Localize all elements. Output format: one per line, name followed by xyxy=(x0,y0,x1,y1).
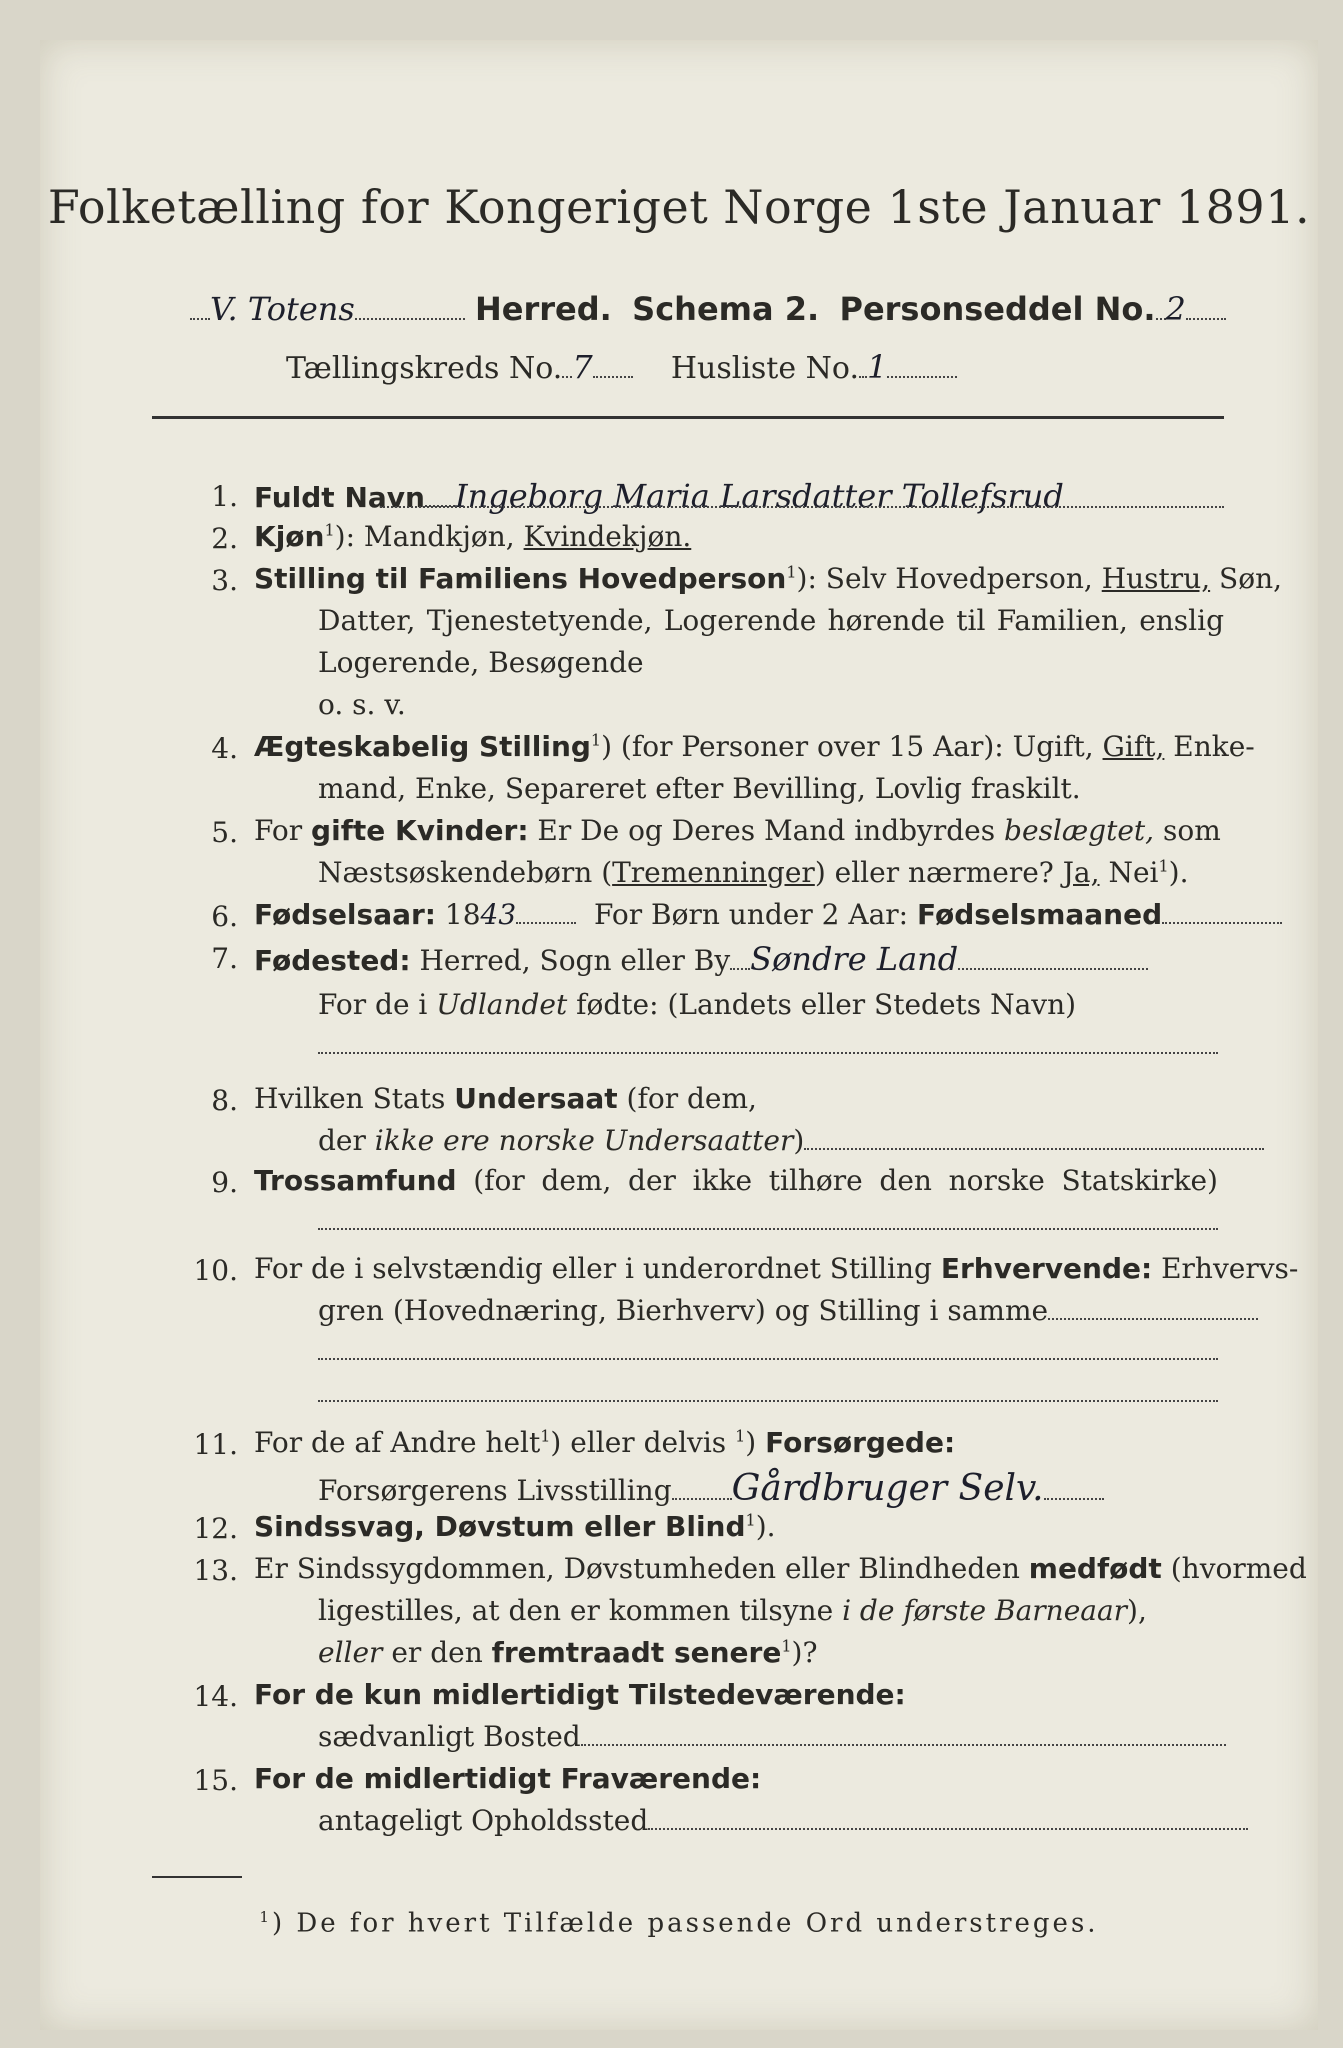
q15-label: For de midlertidigt Fraværende: xyxy=(254,1762,762,1795)
q5-number: 5. xyxy=(211,816,238,849)
q11-sup-1: 1 xyxy=(540,1426,551,1446)
q7-line2-italic: Udlandet xyxy=(436,988,568,1021)
q3-text-b: Søn, xyxy=(1219,562,1283,595)
q2-choice: Kvindekjøn. xyxy=(523,520,692,553)
q8-number: 8. xyxy=(211,1084,238,1117)
q4-number: 4. xyxy=(211,732,238,765)
herred-label: Herred. xyxy=(474,290,612,328)
q7-fill-line xyxy=(318,1052,1218,1054)
q4-text-b: Enke- xyxy=(1173,730,1255,763)
q7-value: Søndre Land xyxy=(750,940,959,978)
q5-row xyxy=(254,814,1221,847)
schema-label: Schema 2. xyxy=(632,290,820,328)
q8-row xyxy=(254,1082,757,1115)
q12-end: ). xyxy=(755,1510,776,1543)
q7-number: 7. xyxy=(211,942,238,975)
personseddel-value: 2 xyxy=(1165,290,1186,328)
q8-text-b: (for dem, xyxy=(626,1082,757,1115)
q5-line2-b: ) eller nærmere? xyxy=(814,856,1054,889)
q6-label: Fødselsaar: xyxy=(254,898,436,931)
q7-text: Herred, Sogn eller By xyxy=(419,944,731,977)
footnote-text: ) De for hvert Tilfælde passende Ord understreges. xyxy=(271,1908,1099,1939)
q2-number: 2. xyxy=(211,522,238,555)
q8-line2-a: der xyxy=(318,1124,366,1157)
q13-row xyxy=(254,1552,1307,1585)
q11-number: 11. xyxy=(193,1428,238,1461)
q4-row xyxy=(254,730,1255,763)
q11-sup-2: 1 xyxy=(735,1426,746,1446)
q13-sup: 1 xyxy=(781,1636,792,1656)
kreds-line xyxy=(286,348,957,386)
footnote-rule xyxy=(152,1876,242,1878)
q2-text: ): Mandkjøn, xyxy=(334,520,515,553)
q12-number: 12. xyxy=(193,1512,238,1545)
q10-label: Erhvervende: xyxy=(940,1252,1153,1285)
q9-fill-line xyxy=(318,1228,1218,1230)
q6-prefix: 18 xyxy=(444,898,481,931)
q7-line2-b: fødte: (Landets eller Stedets Navn) xyxy=(576,988,1077,1021)
q14-line2-text: sædvanligt Bosted xyxy=(318,1720,581,1753)
q12-label: Sindssvag, Døvstum eller Blind xyxy=(254,1510,746,1543)
q1-label: Fuldt Navn xyxy=(254,481,425,514)
q9-row xyxy=(254,1164,1218,1197)
header-rule xyxy=(152,416,1224,419)
q13-line3 xyxy=(318,1636,817,1669)
q9-label: Trossamfund xyxy=(254,1164,457,1197)
herred-value: V. Totens xyxy=(210,290,355,328)
q1-row xyxy=(254,477,1064,515)
q13-text: Er Sindssygdommen, Døvstumheden eller Blindheden xyxy=(254,1552,1020,1585)
q7-line2-a: For de i xyxy=(318,988,428,1021)
q2-sup: 1 xyxy=(324,520,335,540)
q2-label: Kjøn xyxy=(254,520,325,553)
q5-text-b: Er De og Deres Mand indbyrdes xyxy=(537,814,996,847)
q12-row xyxy=(254,1510,776,1543)
q5-line2-a: Næstsøskendebørn ( xyxy=(318,856,613,889)
q4-sup: 1 xyxy=(590,730,602,750)
q13-text-b: (hvormed xyxy=(1170,1552,1307,1585)
q13-line2-b: ), xyxy=(1127,1594,1147,1627)
q5-label: gifte Kvinder: xyxy=(311,814,529,847)
q10-text-b: Erhvervs- xyxy=(1161,1252,1299,1285)
q11-text-b: ) eller delvis xyxy=(550,1426,727,1459)
q13-label: medfødt xyxy=(1028,1552,1162,1585)
husliste-value: 1 xyxy=(866,348,888,386)
q9-text: (for dem, der ikke tilhøre den norske Statskirke) xyxy=(473,1164,1218,1197)
q1-number: 1. xyxy=(211,480,238,513)
q3-sup: 1 xyxy=(786,562,797,582)
q10-number: 10. xyxy=(193,1254,238,1287)
q8-line2-italic: ikke ere norske Undersaatter xyxy=(374,1124,794,1157)
kreds-label: Tællingskreds No. xyxy=(286,351,563,386)
q14-line2 xyxy=(318,1720,1226,1753)
footnote xyxy=(40,1908,1318,1939)
q13-line2-italic: i de første Barneaar xyxy=(842,1594,1128,1627)
q5-italic: beslægtet, xyxy=(1004,814,1155,847)
q3-line4: o. s. v. xyxy=(318,688,406,721)
q11-line2 xyxy=(318,1468,1104,1509)
herred-line xyxy=(190,290,1226,328)
q10-fill-line-2 xyxy=(318,1400,1218,1402)
kreds-value: 7 xyxy=(572,348,593,386)
q6-number: 6. xyxy=(211,900,238,933)
q11-label: Forsørgede: xyxy=(765,1426,956,1459)
q11-text: For de af Andre helt xyxy=(254,1426,541,1459)
q12-sup: 1 xyxy=(745,1510,756,1530)
q3-line2: Datter, Tjenestetyende, Logerende hørende til Familien, enslig xyxy=(318,604,1224,637)
q10-fill-line-1 xyxy=(318,1358,1218,1360)
q13-line3-label: fremtraadt senere xyxy=(491,1636,782,1669)
q8-label: Undersaat xyxy=(454,1082,618,1115)
q5-line2-c: Nei xyxy=(1108,856,1159,889)
q4-text-a: ) (for Personer over 15 Aar): Ugift, xyxy=(601,730,1094,763)
q6-row xyxy=(254,898,1282,931)
q13-line3-a: er den xyxy=(391,1636,483,1669)
q11-line2-text: Forsørgerens Livsstilling xyxy=(318,1474,672,1507)
husliste-label: Husliste No. xyxy=(670,351,859,386)
q14-label: For de kun midlertidigt Tilstedeværende: xyxy=(254,1678,906,1711)
q6-label2: Fødselsmaaned xyxy=(917,898,1163,931)
q3-number: 3. xyxy=(211,564,238,597)
personseddel-label: Personseddel No. xyxy=(839,290,1156,328)
q4-choice: Gift, xyxy=(1102,730,1165,763)
q5-line2-d: ). xyxy=(1168,856,1189,889)
q3-text-a: ): Selv Hovedperson, xyxy=(796,562,1093,595)
q8-text-a: Hvilken Stats xyxy=(254,1082,446,1115)
q4-line2: mand, Enke, Separeret efter Bevilling, Lovlig fraskilt. xyxy=(318,772,1081,805)
q3-row xyxy=(254,562,1283,595)
q13-line3-b: )? xyxy=(791,1636,818,1669)
q7-line2 xyxy=(318,988,1076,1021)
q1-value: Ingeborg Maria Larsdatter Tollefsrud xyxy=(454,477,1064,515)
q3-line3: Logerende, Besøgende xyxy=(318,646,644,679)
q15-line2 xyxy=(318,1804,1248,1837)
q11-row xyxy=(254,1426,955,1459)
q5-answer: Ja, xyxy=(1062,856,1100,889)
q1-fill-line xyxy=(380,506,1224,508)
q5-text-c: som xyxy=(1162,814,1221,847)
q10-row xyxy=(254,1252,1299,1285)
q3-label: Stilling til Familiens Hovedperson xyxy=(254,562,787,595)
q10-text: For de i selvstændig eller i underordnet Stilling xyxy=(254,1252,932,1285)
q3-choice: Hustru, xyxy=(1101,562,1211,595)
q15-number: 15. xyxy=(193,1764,238,1797)
q4-label: Ægteskabelig Stilling xyxy=(254,730,591,763)
q5-text-a: For xyxy=(254,814,303,847)
q7-row xyxy=(254,940,1148,978)
q8-line2: der ikke ere norske Undersaatter) xyxy=(318,1124,1264,1157)
q13-number: 13. xyxy=(193,1554,238,1587)
q6-value: 43 xyxy=(480,898,517,931)
q13-line3-italic: eller xyxy=(318,1636,383,1669)
q14-number: 14. xyxy=(193,1680,238,1713)
q13-line2 xyxy=(318,1594,1147,1627)
q10-line2-text: gren (Hovednæring, Bierhverv) og Stilling i samme xyxy=(318,1294,1049,1327)
q5-sup: 1 xyxy=(1158,856,1169,876)
q6-text: For Børn under 2 Aar: xyxy=(594,898,909,931)
q13-line2-a: ligestilles, at den er kommen tilsyne xyxy=(318,1594,834,1627)
q11-text-c: ) xyxy=(745,1426,757,1459)
q5-line2 xyxy=(318,856,1188,889)
q11-value: Gårdbruger Selv. xyxy=(731,1468,1044,1509)
q2-row xyxy=(254,520,691,553)
q5-line2-choice: Tremenninger xyxy=(612,856,815,889)
census-form-sheet xyxy=(40,40,1318,2030)
footnote-sup: 1 xyxy=(259,1908,272,1926)
q7-label: Fødested: xyxy=(254,944,411,977)
q15-line2-text: antageligt Opholdssted xyxy=(318,1804,649,1837)
q10-line2 xyxy=(318,1294,1258,1327)
q9-number: 9. xyxy=(211,1166,238,1199)
form-title: Folketælling for Kongeriget Norge 1ste Januar 1891. xyxy=(47,180,1311,234)
